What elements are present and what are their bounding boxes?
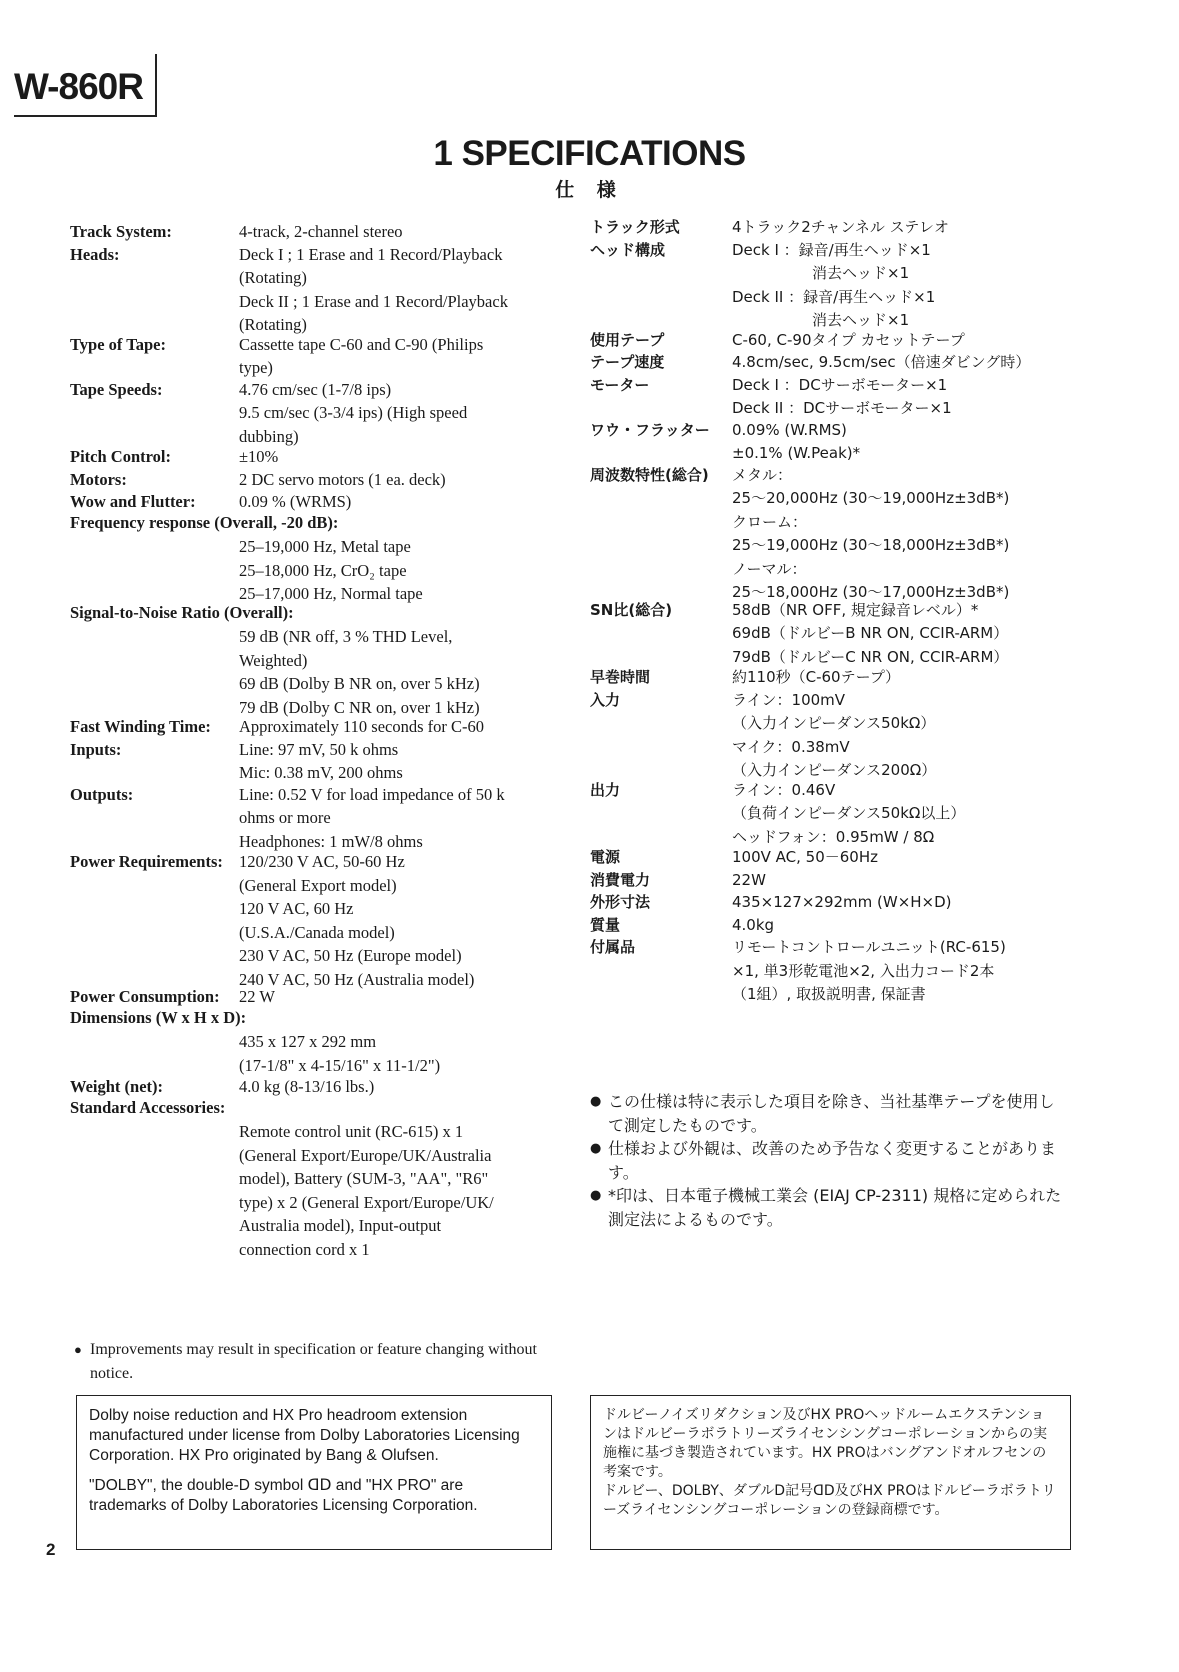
- spec-value-line-jp: ヘッドフォン：0.95mW / 8Ω: [732, 827, 935, 846]
- spec-value-line: connection cord x 1: [239, 1239, 370, 1259]
- page-number: 2: [46, 1540, 56, 1559]
- page-title: 1 SPECIFICATIONS: [433, 134, 746, 173]
- spec-value: [239, 1075, 539, 1099]
- spec-value-line: type) x 2 (General Export/Europe/UK/: [239, 1192, 494, 1212]
- trademark-paragraph-jp: ドルビー、DOLBY、ダブルD記号ᗡᗞ及びHX PROはドルビーラボラトリーズライセンシングコーポレーションの登録商標です。: [603, 1483, 1056, 1518]
- spec-value-line-jp: 25～18,000Hz (30～17,000Hz±3dB*): [732, 583, 1010, 601]
- spec-value-line: dubbing): [239, 426, 299, 446]
- spec-value-jp: [732, 599, 1008, 670]
- header-divider-vertical: [155, 54, 157, 116]
- spec-value-line-jp: クローム：: [732, 512, 808, 531]
- spec-value-line-jp: Deck II ：録音/再生ヘッド×1: [732, 287, 936, 306]
- spec-label-jp: 出力: [590, 780, 621, 799]
- jp-notes: [590, 1090, 1070, 1231]
- spec-value-line: 0.09 % (WRMS): [239, 492, 352, 511]
- spec-value-line: Cassette tape C-60 and C-90 (Philips: [239, 334, 484, 354]
- spec-label-jp: ヘッド構成: [590, 240, 666, 259]
- spec-value-jp: [732, 666, 900, 690]
- spec-value: [239, 985, 539, 1009]
- spec-value-line-jp: （入力インピーダンス200Ω）: [732, 761, 937, 779]
- spec-label: Signal-to-Noise Ratio (Overall):: [70, 602, 294, 622]
- spec-value-jp: [732, 374, 952, 421]
- spec-value: [239, 445, 539, 469]
- dolby-license-box-jp: [590, 1395, 1071, 1550]
- spec-value-line-jp: 4トラック2チャンネル ステレオ: [732, 218, 950, 236]
- spec-label: Outputs:: [70, 784, 134, 804]
- spec-value: [239, 850, 539, 991]
- spec-value-jp: [732, 869, 766, 893]
- spec-value-line-jp: リモートコントロールユニット(RC-615): [732, 938, 1006, 956]
- spec-value-line: 120 V AC, 60 Hz: [239, 899, 354, 918]
- spec-label-jp: 早巻時間: [590, 668, 651, 686]
- spec-value-line-jp: ×1, 単3形乾電池×2, 入出力コード2本: [732, 961, 995, 980]
- spec-value-line: type): [239, 358, 273, 377]
- spec-value-line: 22 W: [239, 987, 275, 1006]
- spec-value-line: 25–17,000 Hz, Normal tape: [239, 584, 423, 603]
- spec-value-jp: [732, 351, 1030, 375]
- spec-value: [239, 783, 539, 854]
- spec-value-line-jp: 4.8cm/sec, 9.5cm/sec（倍速ダビング時）: [732, 353, 1031, 371]
- spec-value: [239, 715, 539, 739]
- page-subtitle-jp: 仕 様: [555, 179, 624, 201]
- spec-value: [239, 625, 539, 719]
- spec-value-line: (General Export model): [239, 875, 397, 895]
- spec-value-line: 435 x 127 x 292 mm: [239, 1032, 377, 1051]
- license-paragraph-jp: ドルビーノイズリダクション及びHX PROヘッドルームエクステンションはドルビーラボラトリーズライセンシングコーポレーションからの実施権に基づき製造されています。HX PROはバングアンドオルフセンの考案です。: [603, 1407, 1048, 1480]
- trademark-paragraph: "DOLBY", the double-D symbol ᗡᗞ and "HX PRO" are trademarks of Dolby Laboratories Licensing Corporation.: [89, 1477, 478, 1514]
- spec-value: [239, 490, 539, 514]
- spec-value-line-jp: 58dB（NR OFF, 規定録音レベル）*: [732, 600, 979, 619]
- spec-value-line-jp: ライン：0.46V: [732, 780, 836, 799]
- spec-value-line-jp: C-60, C-90タイプ カセットテープ: [732, 330, 965, 349]
- model-number: W-860R: [14, 66, 143, 107]
- jp-note: ● *印は、日本電子機械工業会 (EIAJ CP-2311) 規格に定められた測定法によるものです。: [590, 1184, 1070, 1231]
- spec-value-line-jp: ライン：100mV: [732, 690, 846, 709]
- spec-value: [239, 220, 539, 244]
- spec-value-jp: [732, 936, 1006, 1007]
- spec-value-line: 79 dB (Dolby C NR on, over 1 kHz): [239, 697, 480, 717]
- jp-note: ● この仕様は特に表示した項目を除き、当社基準テープを使用して測定したものです。: [590, 1090, 1070, 1137]
- dolby-license-box-en: [76, 1395, 552, 1550]
- spec-value-jp: [732, 216, 949, 240]
- spec-label-jp: 付属品: [590, 938, 636, 956]
- spec-value-line-jp: 約110秒（C-60テープ）: [732, 668, 901, 686]
- spec-value-line: 25–19,000 Hz, Metal tape: [239, 537, 411, 556]
- spec-label: Inputs:: [70, 739, 122, 759]
- spec-label: Dimensions (W x H x D):: [70, 1007, 247, 1027]
- spec-value: [239, 243, 539, 337]
- spec-value-line: Deck II ; 1 Erase and 1 Record/Playback: [239, 291, 508, 311]
- spec-label-jp: 周波数特性(総合): [590, 465, 709, 484]
- spec-value-line-jp: メタル：: [732, 465, 793, 484]
- spec-label: Standard Accessories:: [70, 1097, 226, 1117]
- spec-label-jp: 入力: [590, 690, 621, 709]
- spec-label-jp: 外形寸法: [590, 893, 651, 911]
- spec-label-jp: モーター: [590, 375, 650, 394]
- spec-value-jp: [732, 239, 935, 333]
- spec-value-line: 9.5 cm/sec (3-3/4 ips) (High speed: [239, 403, 468, 422]
- spec-label-jp: 電源: [590, 848, 621, 866]
- spec-value-line-jp: ±0.1% (W.Peak)*: [732, 444, 861, 462]
- header-divider-horizontal: [14, 115, 157, 117]
- spec-value: [239, 738, 539, 785]
- spec-value-line-jp: （負荷インピーダンス50kΩ以上）: [732, 804, 966, 822]
- spec-value-line: 2 DC servo motors (1 ea. deck): [239, 469, 446, 489]
- spec-value: [239, 1120, 539, 1261]
- spec-value-line-jp: 22W: [732, 870, 766, 889]
- spec-value-line: 25–18,000 Hz, CrO₂ tape: [239, 560, 407, 580]
- spec-label: Pitch Control:: [70, 447, 171, 466]
- spec-value-line: Australia model), Input-output: [239, 1216, 442, 1235]
- spec-value-jp: [732, 779, 965, 850]
- spec-label-jp: SN比(総合): [590, 600, 673, 619]
- spec-value-line: 59 dB (NR off, 3 % THD Level,: [239, 627, 453, 646]
- spec-value-line: 120/230 V AC, 50-60 Hz: [239, 852, 405, 871]
- spec-label: Motors:: [70, 469, 127, 489]
- spec-label: Tape Speeds:: [70, 379, 163, 399]
- spec-value-line-jp: 消去ヘッド×1: [812, 264, 910, 282]
- spec-value-line: 230 V AC, 50 Hz (Europe model): [239, 946, 462, 965]
- spec-value: [239, 535, 539, 606]
- spec-label: Frequency response (Overall, -20 dB):: [70, 512, 339, 532]
- improvement-note: [74, 1338, 544, 1386]
- spec-value-jp: [732, 914, 774, 938]
- spec-value-line-jp: マイク：0.38mV: [732, 737, 850, 756]
- spec-value-line-jp: 25～20,000Hz (30～19,000Hz±3dB*): [732, 489, 1010, 507]
- improvement-note-text: Improvements may result in specification or feature changing without notice.: [90, 1341, 537, 1382]
- spec-value-line-jp: 100V AC, 50－60Hz: [732, 848, 878, 866]
- spec-value-jp: [732, 419, 860, 466]
- spec-value-line: 240 V AC, 50 Hz (Australia model): [239, 969, 475, 989]
- spec-value-line: 4-track, 2-channel stereo: [239, 222, 403, 241]
- spec-value-line-jp: 4.0kg: [732, 915, 775, 934]
- spec-label-jp: 質量: [590, 915, 621, 934]
- spec-value-line: Remote control unit (RC-615) x 1: [239, 1122, 464, 1141]
- spec-value-line: ±10%: [239, 447, 279, 466]
- spec-label: Power Consumption:: [70, 987, 220, 1006]
- spec-label: Weight (net):: [70, 1077, 164, 1096]
- spec-value-line-jp: 25～19,000Hz (30～18,000Hz±3dB*): [732, 536, 1010, 554]
- spec-value-line-jp: （1組）, 取扱説明書, 保証書: [732, 985, 926, 1003]
- spec-label: Track System:: [70, 222, 172, 241]
- spec-value: [239, 1030, 539, 1077]
- spec-value-jp: [732, 846, 878, 870]
- spec-label: Heads:: [70, 244, 120, 264]
- spec-value-line: (Rotating): [239, 268, 307, 287]
- spec-label: Wow and Flutter:: [70, 492, 196, 511]
- spec-value-line-jp: （入力インピーダンス50kΩ）: [732, 714, 936, 732]
- spec-value-line: (Rotating): [239, 315, 307, 334]
- spec-value-line: Deck I ; 1 Erase and 1 Record/Playback: [239, 244, 503, 264]
- spec-label-jp: トラック形式: [590, 218, 680, 236]
- spec-value-line-jp: ノーマル：: [732, 559, 807, 578]
- spec-label: Power Requirements:: [70, 852, 223, 871]
- spec-value: [239, 468, 539, 492]
- spec-value-line: model), Battery (SUM-3, "AA", "R6": [239, 1169, 489, 1188]
- spec-label-jp: テープ速度: [590, 353, 665, 371]
- spec-value-line: 4.76 cm/sec (1-7/8 ips): [239, 379, 392, 399]
- spec-label: Fast Winding Time:: [70, 717, 211, 736]
- spec-value-jp: [732, 891, 952, 915]
- bullet-icon: ●: [74, 1342, 82, 1357]
- spec-label: Type of Tape:: [70, 334, 166, 354]
- jp-note: ● 仕様および外観は、改善のため予告なく変更することがあります。: [590, 1137, 1070, 1184]
- spec-value-line: Weighted): [239, 650, 308, 670]
- spec-value-line-jp: Deck I ：録音/再生ヘッド×1: [732, 240, 931, 259]
- spec-value-line-jp: 消去ヘッド×1: [812, 311, 910, 329]
- spec-value-line: Line: 0.52 V for load impedance of 50 k: [239, 784, 505, 804]
- spec-value-line-jp: Deck II ：DCサーボモーター×1: [732, 399, 952, 417]
- spec-value-line: Approximately 110 seconds for C-60: [239, 717, 485, 736]
- spec-value-line-jp: Deck I ：DCサーボモーター×1: [732, 375, 948, 394]
- spec-value-line-jp: 79dB（ドルビーC NR ON, CCIR-ARM）: [732, 647, 1009, 666]
- spec-value-line: (U.S.A./Canada model): [239, 922, 395, 942]
- spec-value-line: 4.0 kg (8-13/16 lbs.): [239, 1077, 375, 1096]
- license-paragraph: Dolby noise reduction and HX Pro headroom extension manufactured under license from Dolby Laboratories Licensing Corporation. HX Pro originated by Bang & Olufsen.: [89, 1407, 520, 1464]
- spec-value-line: 69 dB (Dolby B NR on, over 5 kHz): [239, 674, 480, 693]
- spec-value-line: Headphones: 1 mW/8 ohms: [239, 831, 423, 851]
- spec-value-jp: [732, 464, 1009, 605]
- spec-value-jp: [732, 689, 936, 783]
- spec-value-line: ohms or more: [239, 808, 331, 827]
- spec-label-jp: 使用テープ: [590, 330, 665, 349]
- spec-value-line: Mic: 0.38 mV, 200 ohms: [239, 763, 403, 782]
- spec-value-jp: [732, 329, 965, 353]
- spec-value-line: (17-1/8" x 4-15/16" x 11-1/2"): [239, 1055, 441, 1075]
- spec-value-line-jp: 69dB（ドルビーB NR ON, CCIR-ARM）: [732, 624, 1009, 642]
- spec-value-line-jp: 435×127×292mm (W×H×D): [732, 893, 952, 911]
- spec-value-line-jp: 0.09% (W.RMS): [732, 420, 847, 439]
- spec-label-jp: 消費電力: [590, 870, 651, 889]
- spec-value-line: Line: 97 mV, 50 k ohms: [239, 739, 399, 759]
- spec-label-jp: ワウ・フラッター: [590, 420, 710, 439]
- spec-value-line: (General Export/Europe/UK/Australia: [239, 1145, 492, 1165]
- spec-value: [239, 333, 539, 380]
- spec-value: [239, 378, 539, 449]
